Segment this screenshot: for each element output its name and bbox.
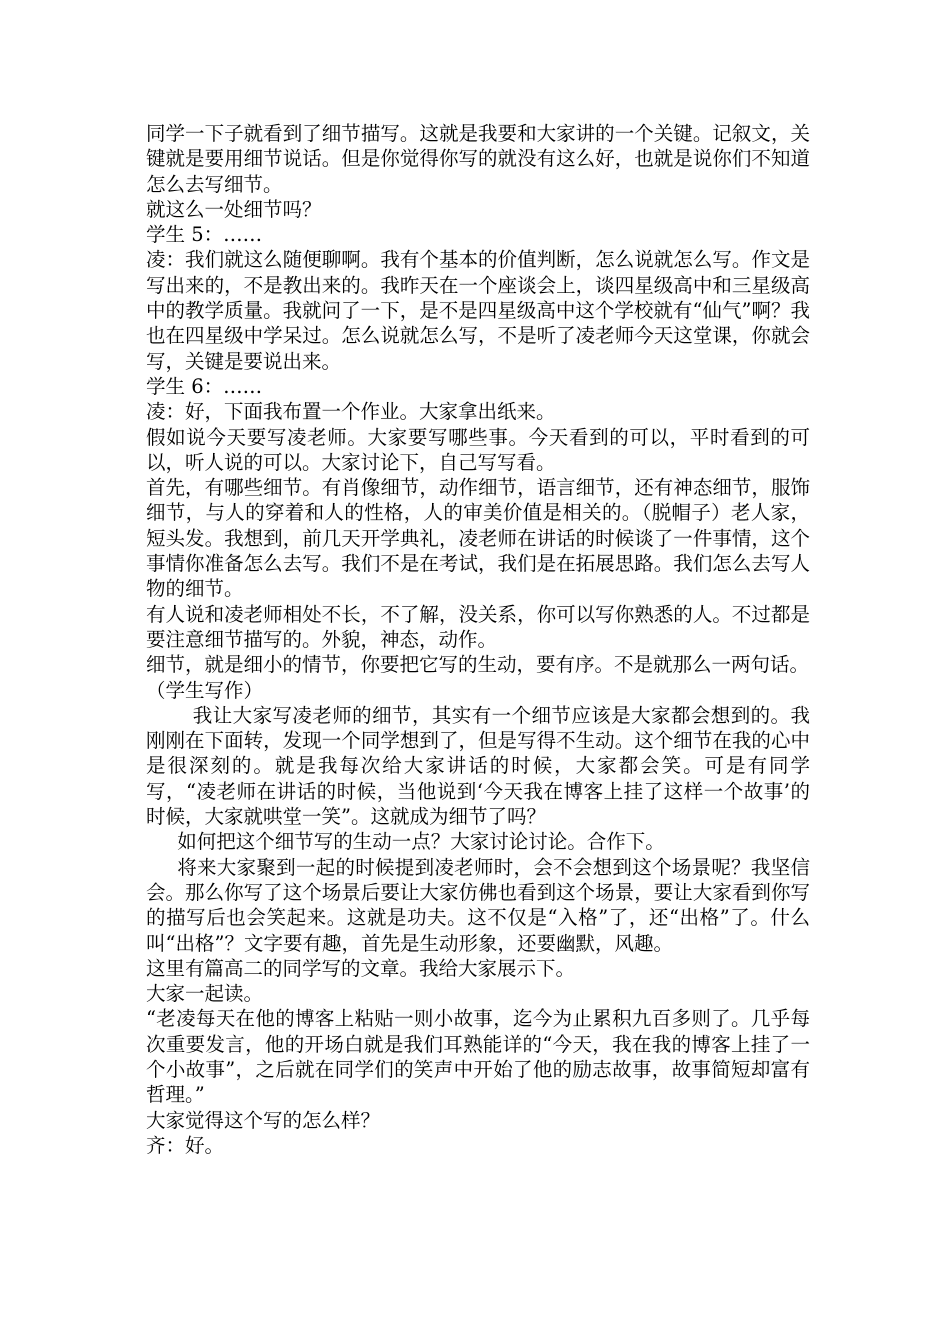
paragraph: 凌：我们就这么随便聊啊。我有个基本的价值判断，怎么说就怎么写。作文是写出来的，不是教出来的。我昨天在一个座谈会上，谈四星级高中和三星级高中的教学质量。我就问了一下，是不是四星级高中这个学校就有“仙气”啊？我也在四星级中学呆过。怎么说就怎么写，不是听了凌老师今天这堂课，你就会写，关键是要说出来。 [146,248,810,373]
paragraph: 如何把这个细节写的生动一点？大家讨论讨论。合作下。 [177,830,665,854]
paragraph: 首先，有哪些细节。有肖像细节，动作细节，语言细节，还有神态细节，服饰细节，与人的穿着和人的性格，人的审美价值是相关的。（脱帽子）老人家，短头发。我想到，前几天开学典礼，凌老师在讲话的时候谈了一件事情，这个事情你准备怎么去写。我们不是在考试，我们是在拓展思路。我们怎么去写人物的细节。 [146,476,810,601]
paragraph: 凌：好，下面我布置一个作业。大家拿出纸来。 [146,400,556,424]
paragraph: 学生 6：…… [146,374,263,398]
paragraph: （学生写作） [146,678,264,702]
paragraph: 细节，就是细小的情节，你要把它写的生动，要有序。不是就那么一两句话。 [146,653,810,677]
paragraph: 就这么一处细节吗？ [146,197,322,221]
paragraph: 大家觉得这个写的怎么样？ [146,1108,381,1132]
paragraph: 这里有篇高二的同学写的文章。我给大家展示下。 [146,956,576,980]
paragraph: 齐：好。 [146,1133,225,1157]
paragraph: 我让大家写凌老师的细节，其实有一个细节应该是大家都会想到的。我刚刚在下面转，发现一个同学想到了，但是写得不生动。这个细节在我的心中是很深刻的。就是我每次给大家讲话的时候，大家都会笑。可是有同学写，“凌老师在讲话的时候，当他说到‘今天我在博客上挂了这样一个故事’的时候，大家就哄堂一笑”。这就成为细节了吗？ [146,703,810,829]
paragraph: 学生 5：…… [146,223,263,247]
paragraph: 将来大家聚到一起的时候提到凌老师时，会不会想到这个场景呢？我坚信会。那么你写了这个场景后要让大家仿佛也看到这个场景，要让大家看到你写的描写后也会笑起来。这就是功夫。这不仅是“入格”了，还“出格”了。什么叫“出格”？文字要有趣，首先是生动形象，还要幽默，风趣。 [146,855,810,955]
paragraph: 有人说和凌老师相处不长，不了解，没关系，你可以写你熟悉的人。不过都是要注意细节描写的。外貌，神态，动作。 [146,602,810,651]
paragraph: 同学一下子就看到了细节描写。这就是我要和大家讲的一个关键。记叙文，关键就是要用细节说话。但是你觉得你写的就没有这么好，也就是说你们不知道怎么去写细节。 [146,122,810,196]
paragraph: 大家一起读。 [146,982,264,1006]
document-page [146,121,810,1158]
paragraph: 假如说今天要写凌老师。大家要写哪些事。今天看到的可以，平时看到的可以，听人说的可以。大家讨论下，自己写写看。 [146,425,810,474]
quoted-passage: “老凌每天在他的博客上粘贴一则小故事，迄今为止累积九百多则了。几乎每次重要发言，他的开场白就是我们耳熟能详的“今天，我在我的博客上挂了一个小故事”，之后就在同学们的笑声中开始了他的励志故事，故事简短却富有哲理。” [146,1007,810,1107]
